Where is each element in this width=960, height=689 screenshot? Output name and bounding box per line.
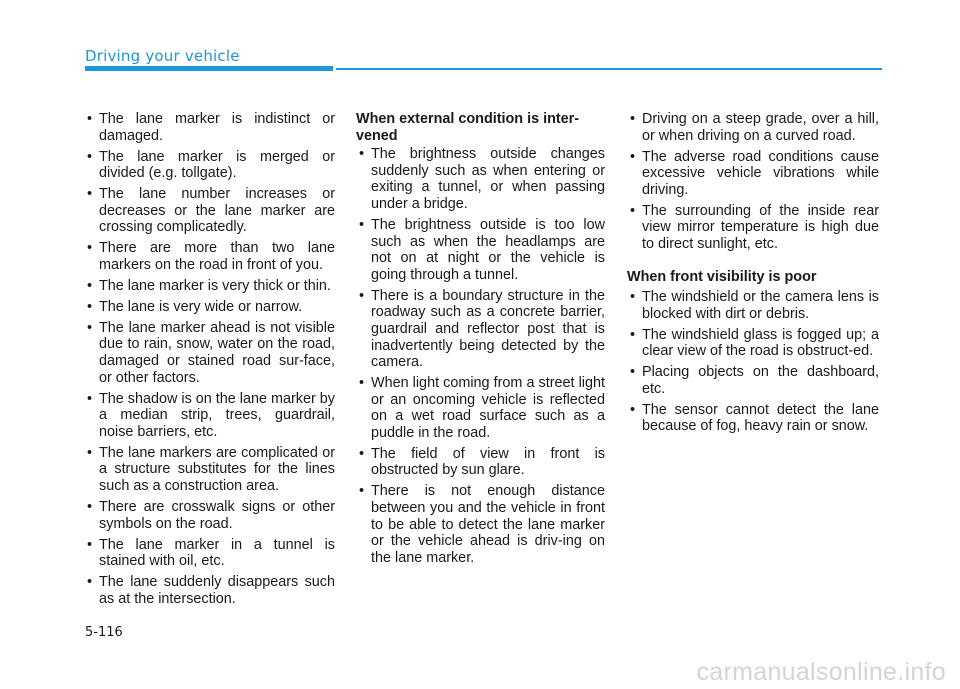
list-item: • There is not enough distance between you and the vehicle in front to be able to detect the lane marker or the vehicle ahead is driv-ing on the lane marker. [356, 483, 605, 566]
column-3 [627, 111, 879, 439]
list-item: • The lane number increases or decreases or the lane marker are crossing complicatedly. [84, 186, 335, 236]
list-item: • The shadow is on the lane marker by a median strip, trees, guardrail, noise barriers, etc. [84, 391, 335, 441]
page-number: 5-116 [85, 625, 123, 640]
list-item: • The lane marker ahead is not visible due to rain, snow, water on the road, damaged or stained road sur-face, or other factors. [84, 320, 335, 386]
list-item: • The lane marker is very thick or thin. [84, 278, 335, 295]
list-item: • The surrounding of the inside rear view mirror temperature is high due to direct sunlight, etc. [627, 203, 879, 253]
list-item: • There are crosswalk signs or other symbols on the road. [84, 499, 335, 532]
section-title: Driving your vehicle [85, 47, 240, 65]
bullet-list [84, 111, 335, 607]
column-1 [84, 111, 335, 612]
list-item: • The sensor cannot detect the lane because of fog, heavy rain or snow. [627, 402, 879, 435]
header-rule-thin [336, 68, 882, 70]
list-item: • The lane markers are complicated or a structure substitutes for the lines such as a construction area. [84, 445, 335, 495]
list-item: • The brightness outside is too low such as when the headlamps are not on at night or the vehicle is going through a tunnel. [356, 217, 605, 283]
list-item: • The windshield glass is fogged up; a clear view of the road is obstruct-ed. [627, 327, 879, 360]
list-item: • When light coming from a street light or an oncoming vehicle is reflected on a wet road surface such as a puddle in the road. [356, 375, 605, 441]
list-item: • There is a boundary structure in the roadway such as a concrete barrier, guardrail and reflector post that is inadvertently being detected by the camera. [356, 288, 605, 371]
list-item: • The field of view in front is obstructed by sun glare. [356, 446, 605, 479]
list-item: • There are more than two lane markers on the road in front of you. [84, 240, 335, 273]
list-item: • The windshield or the camera lens is blocked with dirt or debris. [627, 289, 879, 322]
list-item: • The lane suddenly disappears such as at the intersection. [84, 574, 335, 607]
list-item: • The adverse road conditions cause excessive vehicle vibrations while driving. [627, 149, 879, 199]
bullet-list [627, 111, 879, 253]
bullet-list [356, 146, 605, 566]
list-item: • Placing objects on the dashboard, etc. [627, 364, 879, 397]
list-item: • The lane marker in a tunnel is stained with oil, etc. [84, 537, 335, 570]
subheading-external-condition: When external condition is inter-vened [356, 111, 580, 144]
subheading-front-visibility: When front visibility is poor [627, 268, 817, 285]
bullet-list [627, 289, 879, 435]
list-item: • The lane is very wide or narrow. [84, 299, 335, 316]
list-item: • The brightness outside changes suddenly such as when entering or exiting a tunnel, or when passing under a bridge. [356, 146, 605, 212]
column-2 [356, 111, 605, 571]
list-item: • The lane marker is merged or divided (e.g. tollgate). [84, 149, 335, 182]
header-rule-thick [85, 66, 333, 71]
list-item: • The lane marker is indistinct or damaged. [84, 111, 335, 144]
list-item: • Driving on a steep grade, over a hill, or when driving on a curved road. [627, 111, 879, 144]
watermark: carmanualsonline.info [696, 658, 946, 686]
